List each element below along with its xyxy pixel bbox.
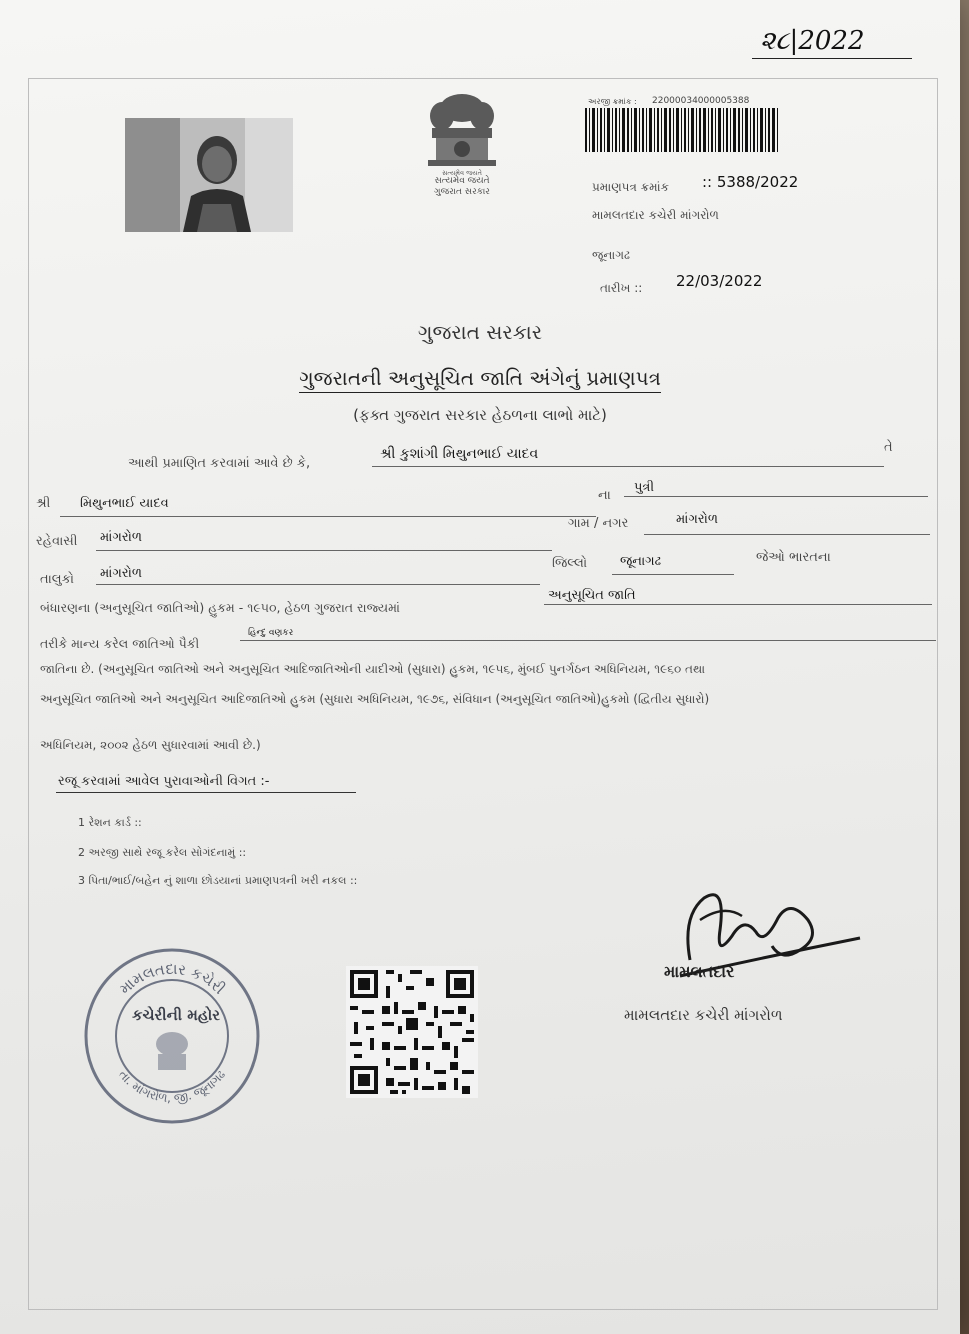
qr-code-icon xyxy=(346,966,478,1098)
taluka-line xyxy=(96,584,540,585)
svg-text:સત્યમેવ જયતે: સત્યમેવ જયતે xyxy=(442,169,482,177)
ashoka-emblem-icon xyxy=(412,86,512,186)
paragraph-line-1: જાતિના છે. (અનુસૂચિત જાતિઓ અને અનુસૂચિત આદિજાતિઓની યાદીઓ (સુધારા) હુકમ, ૧૯૫૬, મુંબઈ પુનર્ગઠન અધિનિયમ, ૧૯૬૦ તથા xyxy=(40,662,706,676)
seal-center-text: કચેરીની મહોર xyxy=(131,1006,221,1024)
village-label: ગામ / નગર xyxy=(568,516,629,531)
certify-label: આથી પ્રમાણિત કરવામાં આવે છે કે, xyxy=(128,456,311,471)
village-line xyxy=(644,534,930,535)
indian-label: જેઓ ભારતના xyxy=(756,550,831,565)
taluka-value: માંગરોળ xyxy=(100,566,142,581)
na-label: ના xyxy=(598,488,611,503)
certificate-date-label: તારીખ :: xyxy=(600,281,643,295)
evidence-item: 1 રેશન કાર્ડ :: xyxy=(78,816,142,829)
district-value: જૂનાગઢ xyxy=(620,554,662,569)
barcode-icon xyxy=(585,108,781,152)
signatory-office: મામલતદાર કચેરી માંગરોળ xyxy=(624,1006,783,1024)
shri-label: શ્રી xyxy=(36,496,51,511)
name-line xyxy=(372,466,884,467)
svg-text:તા. માંગરોળ, જી. જૂનાગઢ: તા. માંગરોળ, જી. જૂનાગઢ xyxy=(115,1067,229,1106)
emblem-caption: ગુજરાત સરકાર xyxy=(434,187,490,197)
district-line xyxy=(612,574,734,575)
certificate-number-label: પ્રમાણપત્ર ક્રમાંક xyxy=(592,180,670,194)
certificate-number: :: 5388/2022 xyxy=(702,173,799,191)
resident-value: માંગરોળ xyxy=(100,530,142,545)
paragraph-line-2: અનુસૂચિત જાતિઓ અને અનુસૂચિત આદિજાતિઓ હુકમ (સુધારા અધિનિયમ, ૧૯૭૬, સંવિધાન (અનુસૂચિત જાતિઓ)હુકમો (દ્વિતીય સુધારો) xyxy=(40,692,710,706)
father-line xyxy=(60,516,596,517)
te-label: તે xyxy=(884,440,893,455)
evidence-heading-underline xyxy=(56,792,356,793)
signatory-title: મામલતદાર xyxy=(664,962,735,981)
resident-line xyxy=(96,550,552,551)
resident-label: રહેવાસી xyxy=(36,534,78,549)
application-label: અરજી ક્રમાંક : xyxy=(588,97,637,106)
office-seal-stamp xyxy=(80,944,264,1128)
recognised-label: તરીકે માન્ય કરેલ જાતિઓ પૈકી xyxy=(40,636,200,651)
certificate-date: 22/03/2022 xyxy=(676,272,763,290)
certificate-district: જૂનાગઢ xyxy=(592,248,630,262)
applicant-photo xyxy=(125,118,293,232)
govt-heading: ગુજરાત સરકાર xyxy=(417,320,543,344)
category-value: અનુસૂચિત જાતિ xyxy=(548,588,636,603)
title-wrap xyxy=(0,366,960,390)
evidence-heading: રજૂ કરવામાં આવેલ પુરાવાઓની વિગત :- xyxy=(58,774,270,789)
certificate-title: ગુજરાતની અનુસૂચિત જાતિ અંગેનું પ્રમાણપત્ર xyxy=(299,366,661,393)
district-label: જિલ્લો xyxy=(552,556,588,571)
relation-line xyxy=(624,496,928,497)
constitution-label: બંધારણના (અનુસૂચિત જાતિઓ) હુકમ - ૧૯૫૦, હેઠળ ગુજરાત રાજ્યમાં xyxy=(40,600,400,615)
svg-text:મામલતદાર કચેરી: મામલતદાર કચેરી xyxy=(115,959,229,998)
handwritten-underline xyxy=(752,58,912,59)
taluka-label: તાલુકો xyxy=(40,572,75,587)
caste-value: હિન્દુ વણકર xyxy=(248,628,294,638)
applicant-name: શ્રી કુશાંગી મિથુનભાઈ યાદવ xyxy=(380,446,539,462)
father-name: મિથુનભાઈ યાદવ xyxy=(80,496,169,511)
certificate-subtitle: (ફક્ત ગુજરાત સરકાર હેઠળના લાભો માટે) xyxy=(353,406,607,424)
paragraph-line-3: અધિનિયમ, ૨૦૦૨ હેઠળ સુધારવામાં આવી છે.) xyxy=(40,738,261,752)
caste-line xyxy=(240,640,936,641)
relation: પુત્રી xyxy=(634,480,655,495)
certificate-office: મામલતદાર કચેરી માંગરોળ xyxy=(592,208,719,222)
handwritten-reference: ૨૮|2022 xyxy=(760,26,865,56)
emblem-motto: સત્યમેવ જયતે xyxy=(434,176,490,186)
village-value: માંગરોળ xyxy=(676,512,718,527)
evidence-item: 3 પિતા/ભાઈ/બહેન નું શાળા છોડયાનાં પ્રમાણપત્રની ખરી નકલ :: xyxy=(78,874,358,887)
category-line xyxy=(544,604,932,605)
evidence-item: 2 અરજી સાથે રજૂ કરેલ સોગંદનામું :: xyxy=(78,846,247,859)
application-number: 22000034000005388 xyxy=(652,96,750,106)
